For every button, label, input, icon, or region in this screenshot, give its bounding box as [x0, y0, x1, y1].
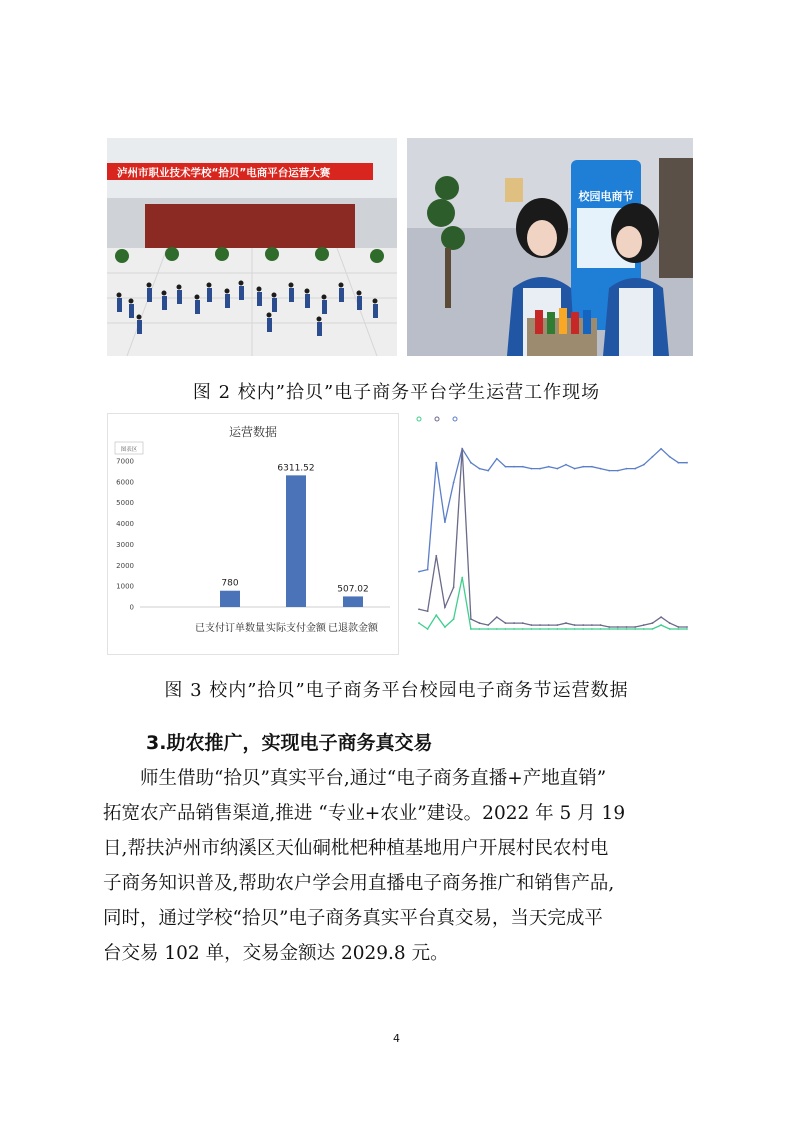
line-point [487, 628, 489, 630]
bar-chart-container [107, 413, 399, 655]
line-point [530, 628, 532, 630]
chart-area-label: 图表区 [120, 447, 138, 453]
line-point [660, 624, 662, 626]
body-line: 同时，通过学校“拾贝”电子商务真实平台真交易，当天完成平 [103, 908, 603, 929]
y-tick-label: 6000 [116, 478, 134, 487]
line-point [565, 622, 567, 624]
line-point [591, 466, 593, 468]
line-point [513, 466, 515, 468]
line-point [496, 458, 498, 460]
x-category-label: 已支付订单数量 [195, 623, 265, 634]
line-point [548, 624, 550, 626]
line-point [453, 482, 455, 484]
line-point [643, 628, 645, 630]
line-point [582, 466, 584, 468]
line-point [565, 628, 567, 630]
line-point [660, 448, 662, 450]
line-point [505, 628, 507, 630]
bar-data-label: 507.02 [337, 584, 369, 595]
page-number: 4 [393, 1032, 400, 1045]
photo-competition-hall [107, 138, 397, 356]
line-point [669, 628, 671, 630]
line-point [643, 464, 645, 466]
line-point [634, 468, 636, 470]
line-point [444, 606, 446, 608]
line-point [617, 626, 619, 628]
students-stand-illustration [407, 138, 693, 356]
bar-data-label: 780 [221, 578, 239, 589]
line-point [677, 628, 679, 630]
line-point [496, 616, 498, 618]
line-point [600, 624, 602, 626]
line-point [539, 468, 541, 470]
line-point [418, 608, 420, 610]
line-point [626, 628, 628, 630]
line-point [418, 622, 420, 624]
body-line: 拓宽农产品销售渠道,推进 “专业+农业”建设。2022 年 5 月 19 [103, 803, 626, 824]
line-point [522, 466, 524, 468]
line-point [574, 468, 576, 470]
bar [286, 475, 306, 607]
y-tick-label: 4000 [116, 520, 134, 529]
line-point [522, 622, 524, 624]
line-point [652, 456, 654, 458]
figure-3-caption: 图 3 校内”拾贝”电子商务平台校园电子商务节运营数据 [164, 680, 629, 701]
line-point [608, 470, 610, 472]
section-heading: 3.助农推广，实现电子商务真交易 [146, 732, 433, 754]
line-point [513, 622, 515, 624]
line-point [418, 571, 420, 573]
line-point [652, 622, 654, 624]
line-point [505, 466, 507, 468]
line-point [479, 468, 481, 470]
line-point [444, 626, 446, 628]
photo-students-stand [407, 138, 693, 356]
y-tick-label: 7000 [116, 457, 134, 466]
line-point [539, 624, 541, 626]
line-series [419, 449, 687, 572]
line-point [686, 628, 688, 630]
y-tick-label: 5000 [116, 499, 134, 508]
line-point [677, 626, 679, 628]
line-point [487, 624, 489, 626]
legend-marker [453, 417, 457, 421]
line-point [686, 626, 688, 628]
line-series [419, 449, 687, 627]
stand-sign-text: 校园电商节 [578, 190, 634, 203]
line-point [608, 626, 610, 628]
line-point [556, 468, 558, 470]
line-point [470, 462, 472, 464]
line-point [461, 448, 463, 450]
line-point [686, 462, 688, 464]
line-point [479, 628, 481, 630]
line-point [470, 628, 472, 630]
legend-marker [417, 417, 421, 421]
line-point [539, 628, 541, 630]
line-point [626, 468, 628, 470]
body-line: 日,帮扶泸州市纳溪区天仙硐枇杷种植基地用户开展村民农村电 [103, 838, 609, 859]
line-point [530, 468, 532, 470]
line-point [669, 456, 671, 458]
competition-banner [107, 163, 373, 180]
line-series [419, 578, 687, 630]
bar-chart-title: 运营数据 [228, 425, 278, 439]
line-point [479, 622, 481, 624]
line-point [513, 628, 515, 630]
line-point [565, 464, 567, 466]
line-point [652, 628, 654, 630]
x-category-label: 已退款金额 [328, 623, 378, 634]
line-point [643, 624, 645, 626]
line-point [522, 628, 524, 630]
y-tick-label: 1000 [116, 582, 134, 591]
line-point [530, 624, 532, 626]
line-point [453, 618, 455, 620]
line-point [660, 616, 662, 618]
line-point [574, 628, 576, 630]
line-chart [407, 413, 693, 653]
line-point [608, 628, 610, 630]
body-line: 师生借助“拾贝”真实平台,通过“电子商务直播+产地直销” [140, 768, 607, 789]
line-point [574, 624, 576, 626]
line-point [427, 610, 429, 612]
bar-data-label: 6311.52 [277, 463, 315, 474]
line-point [505, 622, 507, 624]
line-point [591, 628, 593, 630]
line-point [591, 624, 593, 626]
line-point [548, 628, 550, 630]
line-point [444, 521, 446, 523]
y-tick-label: 0 [129, 603, 134, 612]
body-line: 子商务知识普及,帮助农户学会用直播电子商务推广和销售产品, [103, 873, 615, 894]
line-point [617, 628, 619, 630]
line-point [582, 628, 584, 630]
line-point [677, 462, 679, 464]
figure-2-caption: 图 2 校内”拾贝”电子商务平台学生运营工作现场 [192, 382, 601, 403]
line-point [669, 622, 671, 624]
line-point [427, 569, 429, 571]
line-point [548, 466, 550, 468]
line-point [470, 618, 472, 620]
bar [220, 591, 240, 607]
line-point [617, 470, 619, 472]
x-category-label: 实际支付金额 [266, 623, 326, 634]
line-point [626, 626, 628, 628]
bar-chart [108, 414, 398, 654]
line-point [461, 577, 463, 579]
line-point [453, 587, 455, 589]
line-point [556, 628, 558, 630]
legend-marker [435, 417, 439, 421]
line-point [634, 628, 636, 630]
line-point [582, 624, 584, 626]
y-tick-label: 2000 [116, 561, 134, 570]
line-point [634, 626, 636, 628]
body-paragraph [103, 761, 703, 971]
line-chart-container [407, 413, 693, 653]
line-point [435, 614, 437, 616]
line-point [600, 628, 602, 630]
line-point [556, 624, 558, 626]
banner-text: 泸州市职业技术学校“拾贝”电商平台运营大赛 [117, 167, 331, 179]
line-point [487, 470, 489, 472]
y-tick-label: 3000 [116, 540, 134, 549]
line-legend [417, 417, 457, 421]
line-point [435, 555, 437, 557]
body-line: 台交易 102 单，交易金额达 2029.8 元。 [103, 943, 449, 964]
line-point [600, 468, 602, 470]
bar [343, 596, 363, 607]
line-point [496, 628, 498, 630]
line-point [435, 462, 437, 464]
line-point [427, 628, 429, 630]
